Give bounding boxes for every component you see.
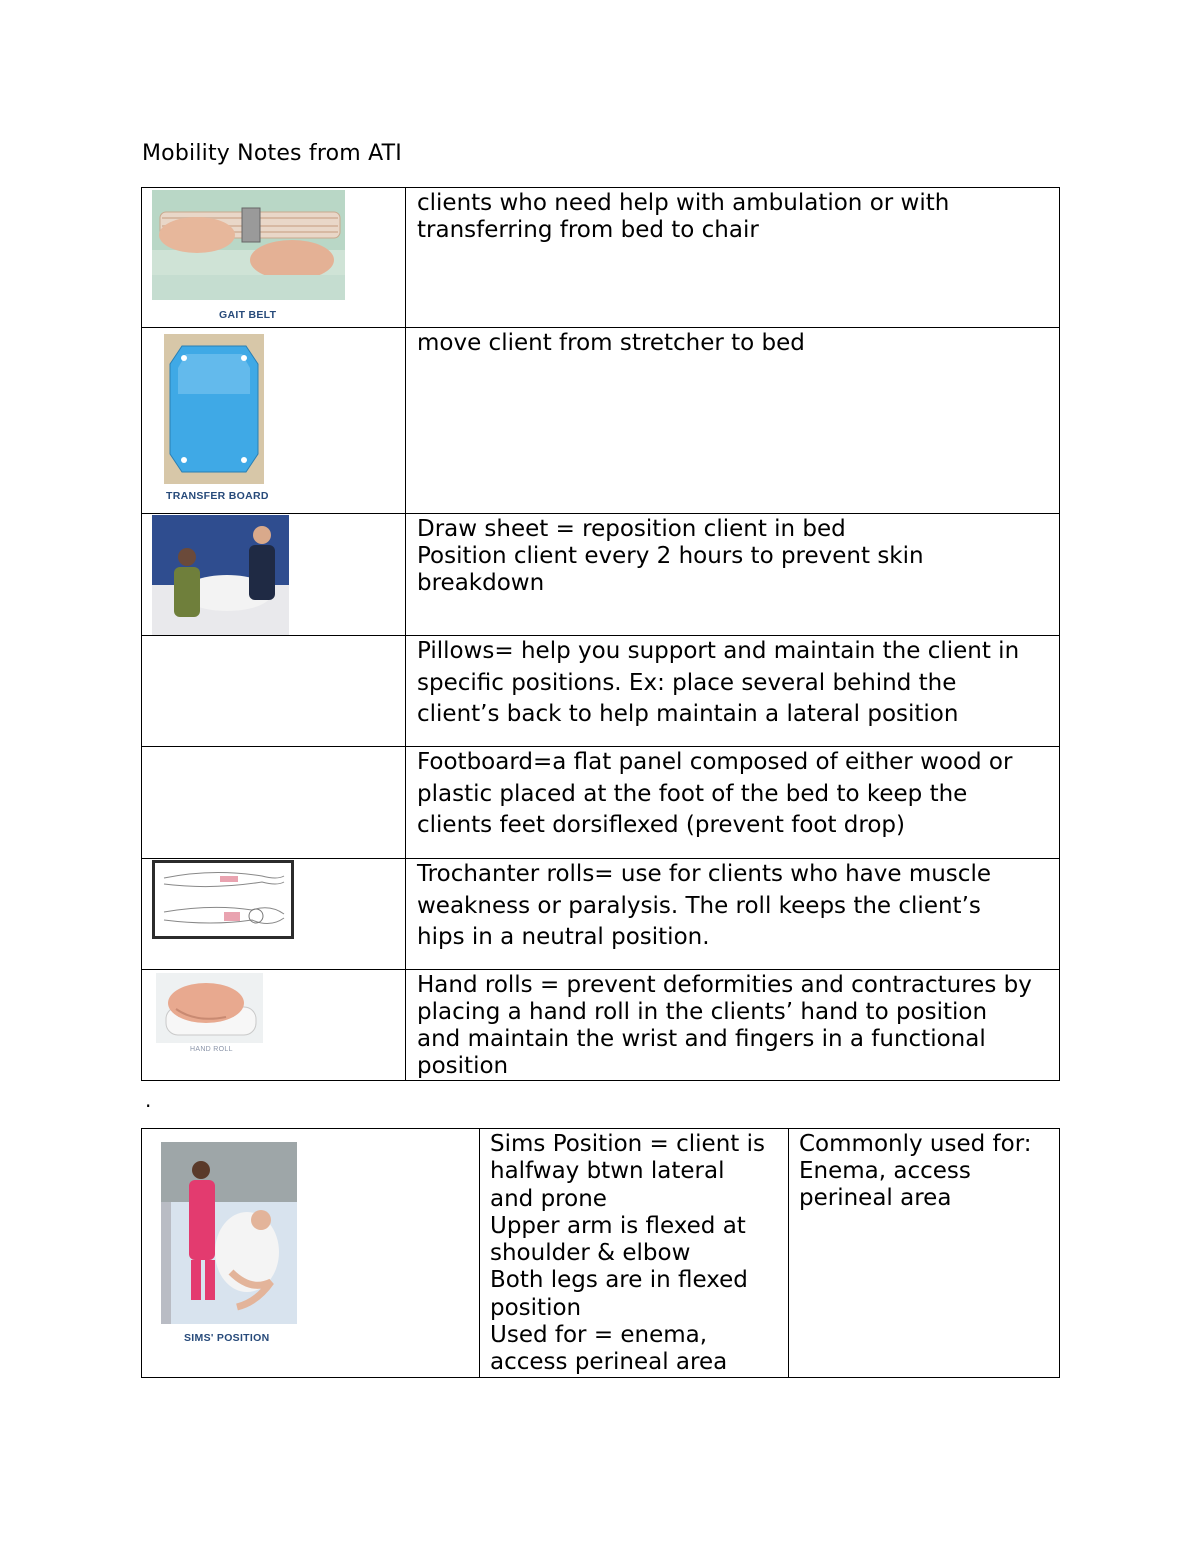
table-row xyxy=(142,859,1060,970)
description-cell xyxy=(406,514,1060,636)
image-cell xyxy=(142,859,406,970)
image-caption: GAIT BELT xyxy=(219,309,277,321)
description-cell xyxy=(406,970,1060,1081)
row-text: Footboard=a flat panel composed of either wood or plastic placed at the foot of the bed to keep the clients feet dorsiflexed (prevent foot drop) xyxy=(417,749,1013,838)
image-cell xyxy=(142,188,406,328)
equipment-table xyxy=(141,187,1060,1081)
row-text: Trochanter rolls= use for clients who have muscle weakness or paralysis. The roll keeps the client’s hips in a neutral position. xyxy=(417,861,991,950)
table-row xyxy=(142,1129,1060,1378)
image-cell xyxy=(142,747,406,859)
image-caption: TRANSFER BOARD xyxy=(166,490,269,502)
image-cell xyxy=(142,636,406,747)
sims-description: Sims Position = client is halfway btwn lateral and prone Upper arm is flexed at shoulder & elbow Both legs are in flexed position Used for = enema, access perineal area xyxy=(490,1131,765,1376)
image-cell xyxy=(142,328,406,514)
trochanter-roll-image xyxy=(152,860,294,939)
table-row xyxy=(142,747,1060,859)
hand-roll-image xyxy=(156,973,263,1043)
separator-dot: . xyxy=(145,1088,152,1112)
sims-uses-cell xyxy=(789,1129,1060,1378)
row-text: clients who need help with ambulation or with transferring from bed to chair xyxy=(417,190,950,243)
description-cell xyxy=(406,188,1060,328)
row-text: Draw sheet = reposition client in bed Position client every 2 hours to prevent skin breakdown xyxy=(417,516,924,596)
table-row xyxy=(142,188,1060,328)
row-text: Hand rolls = prevent deformities and contractures by placing a hand roll in the clients’ hand to position and maintain the wrist and fingers in a functional position xyxy=(417,972,1032,1079)
image-cell xyxy=(142,970,406,1081)
description-cell xyxy=(406,636,1060,747)
image-cell xyxy=(142,514,406,636)
gait-belt-image xyxy=(152,190,345,300)
table-row xyxy=(142,328,1060,514)
image-caption: HAND ROLL xyxy=(190,1046,233,1053)
draw-sheet-image xyxy=(152,515,289,635)
image-caption: SIMS' POSITION xyxy=(184,1332,270,1344)
sims-uses: Commonly used for: Enema, access perineal area xyxy=(799,1131,1032,1211)
page-title: Mobility Notes from ATI xyxy=(142,141,402,166)
table-row xyxy=(142,514,1060,636)
sims-position-table xyxy=(141,1128,1060,1378)
transfer-board-image xyxy=(164,334,264,484)
description-cell xyxy=(406,328,1060,514)
table-row xyxy=(142,636,1060,747)
sims-position-image xyxy=(161,1142,297,1324)
sims-description-cell xyxy=(480,1129,789,1378)
image-cell xyxy=(142,1129,480,1378)
description-cell xyxy=(406,859,1060,970)
table-row xyxy=(142,970,1060,1081)
row-text: move client from stretcher to bed xyxy=(417,330,805,356)
description-cell xyxy=(406,747,1060,859)
row-text: Pillows= help you support and maintain the client in specific positions. Ex: place several behind the client’s back to help maintain a lateral position xyxy=(417,638,1020,727)
